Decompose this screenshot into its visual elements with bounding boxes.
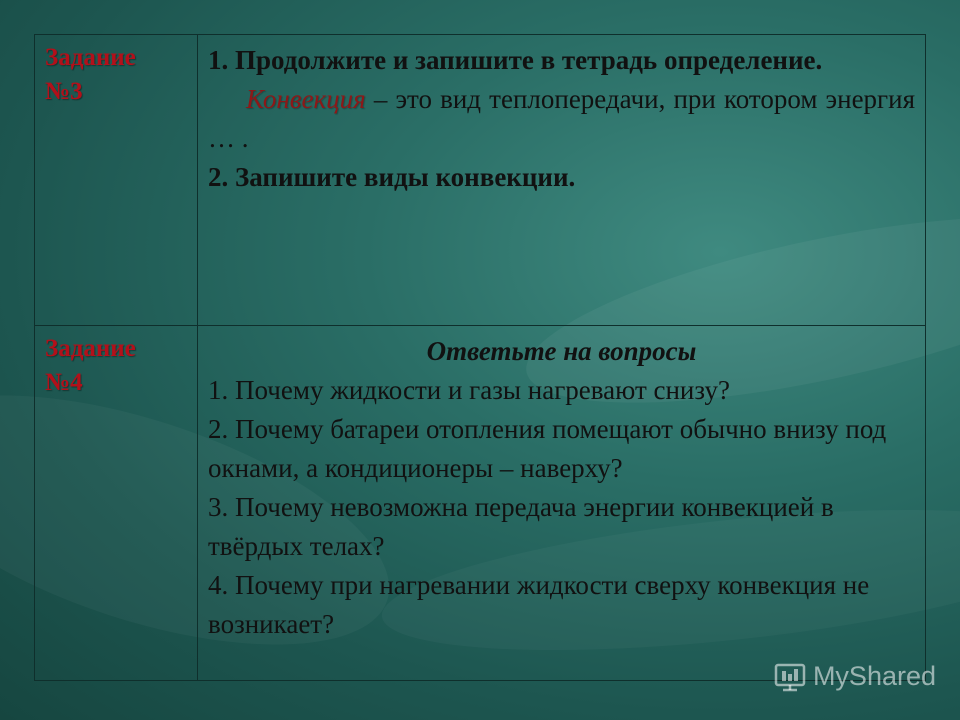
task3-item1: 1. Продолжите и запишите в тетрадь определение. bbox=[208, 45, 823, 75]
task3-label-word: Задание bbox=[45, 44, 136, 71]
task4-question: 4. Почему при нагревании жидкости сверху конвекция не возникает? bbox=[208, 570, 870, 639]
task4-label-cell bbox=[35, 326, 198, 681]
task3-definition bbox=[208, 80, 915, 158]
task3-definition-text: – это вид теплопередачи, при котором энергия … . bbox=[208, 84, 915, 153]
task3-content-cell bbox=[198, 35, 926, 326]
tasks-table bbox=[34, 34, 926, 681]
task4-row bbox=[35, 326, 926, 681]
task4-heading: Ответьте на вопросы bbox=[426, 336, 697, 366]
task4-question: 2. Почему батареи отопления помещают обычно внизу под окнами, а кондиционеры – наверху? bbox=[208, 414, 887, 483]
task4-label-word: Задание bbox=[45, 335, 136, 362]
task4-content-cell bbox=[198, 326, 926, 681]
task3-item2: 2. Запишите виды конвекции. bbox=[208, 162, 576, 192]
myshared-logo-icon bbox=[773, 662, 807, 692]
task3-label-number: №3 bbox=[45, 78, 83, 105]
task3-label-cell bbox=[35, 35, 198, 326]
task3-term: Конвекция bbox=[246, 84, 366, 114]
myshared-watermark bbox=[773, 661, 936, 692]
task4-question: 3. Почему невозможна передача энергии конвекцией в твёрдых телах? bbox=[208, 492, 834, 561]
myshared-watermark-text: MyShared bbox=[812, 661, 936, 691]
task4-question: 1. Почему жидкости и газы нагревают снизу? bbox=[208, 375, 730, 405]
task4-label-number: №4 bbox=[45, 369, 83, 396]
task3-row bbox=[35, 35, 926, 326]
